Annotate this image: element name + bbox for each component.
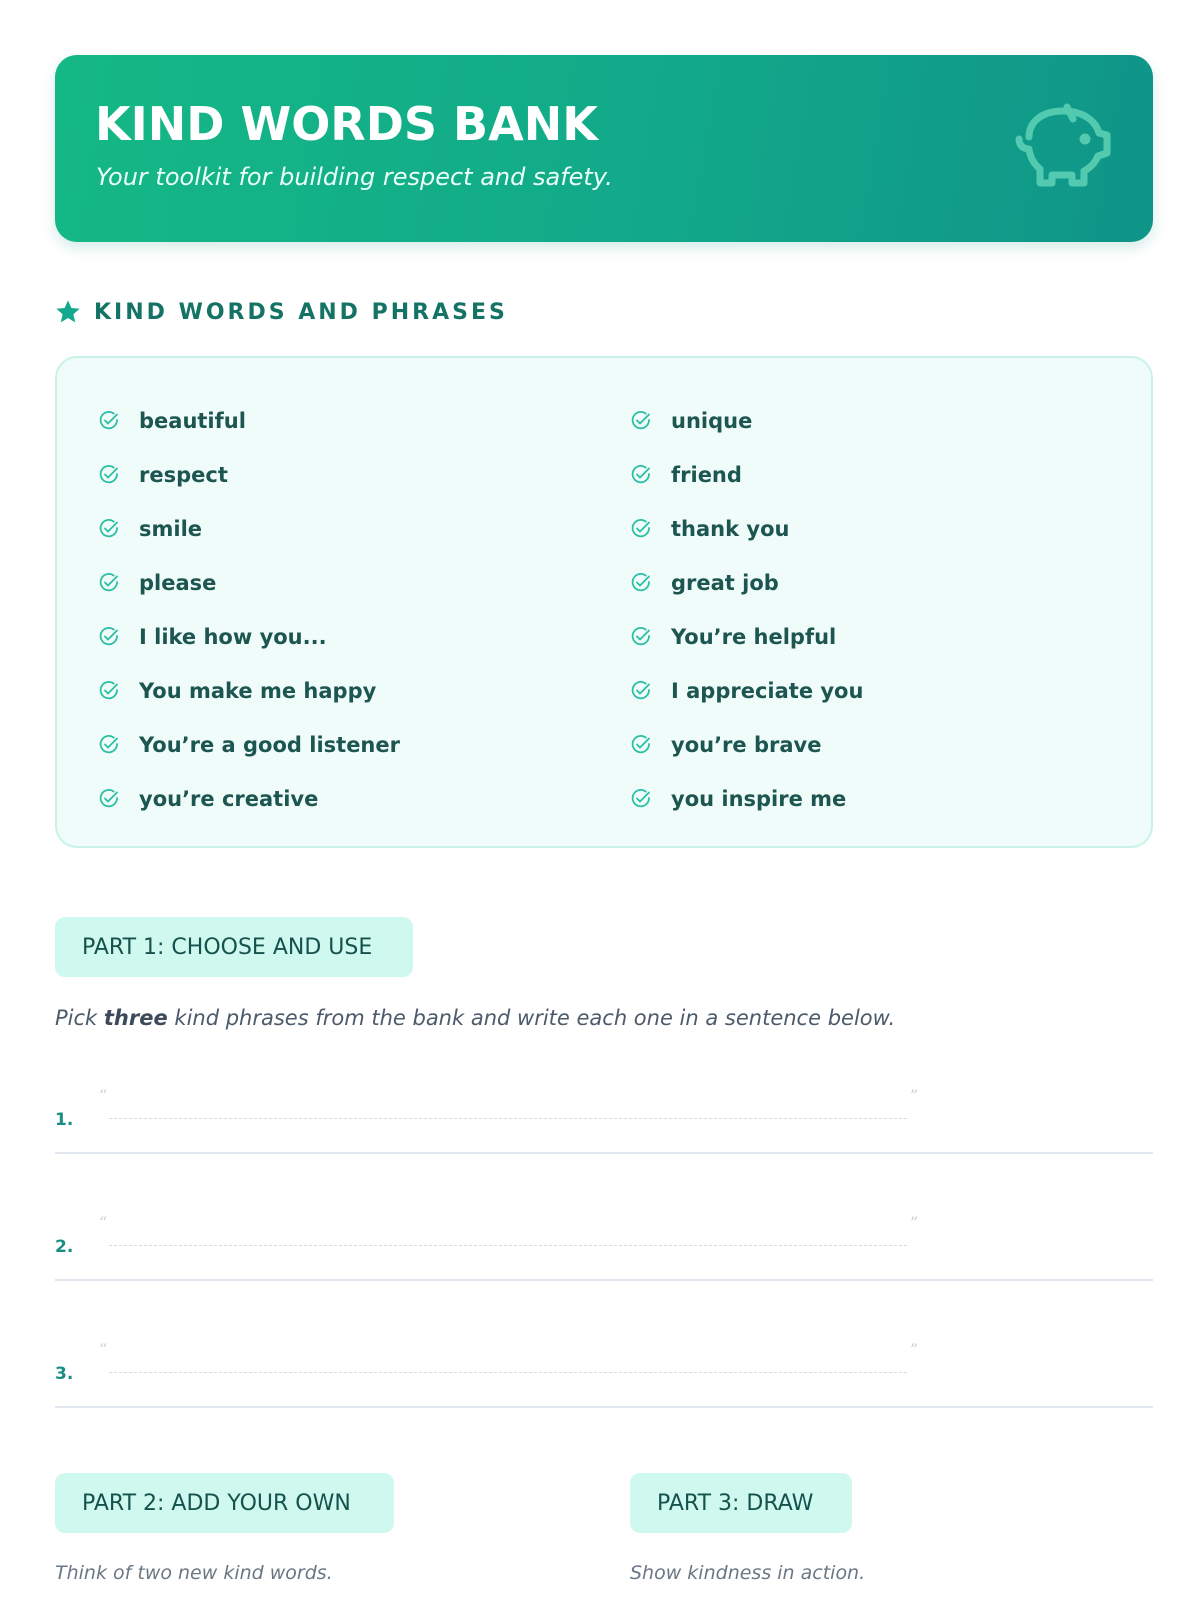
check-circle-icon <box>629 463 653 487</box>
word-item: you inspire me <box>629 772 863 826</box>
page-subtitle: Your toolkit for building respect and safety. <box>96 163 613 191</box>
dashed-guide <box>109 1118 907 1119</box>
check-circle-icon <box>629 517 653 541</box>
word-item: smile <box>97 502 400 556</box>
writing-line-1[interactable] <box>55 1070 1153 1150</box>
writing-line-2[interactable] <box>55 1197 1153 1277</box>
word-item: respect <box>97 448 400 502</box>
piggy-bank-icon <box>1005 97 1111 193</box>
close-quote: ” <box>910 1340 919 1359</box>
check-circle-icon <box>97 625 121 649</box>
word-item: You make me happy <box>97 664 400 718</box>
part3-label: PART 3: DRAW <box>630 1473 852 1533</box>
dashed-guide <box>109 1372 907 1373</box>
word-item: friend <box>629 448 863 502</box>
divider <box>55 1279 1153 1281</box>
word-item: I appreciate you <box>629 664 863 718</box>
check-circle-icon <box>629 733 653 757</box>
word-item: beautiful <box>97 394 400 448</box>
word-item: please <box>97 556 400 610</box>
open-quote: “ <box>99 1213 108 1232</box>
check-circle-icon <box>629 787 653 811</box>
word-item: I like how you... <box>97 610 400 664</box>
check-circle-icon <box>629 625 653 649</box>
word-bank-card <box>55 356 1153 848</box>
line-number: 3. <box>55 1364 74 1384</box>
open-quote: “ <box>99 1340 108 1359</box>
word-item: you’re brave <box>629 718 863 772</box>
divider <box>55 1152 1153 1154</box>
section-heading <box>54 297 508 327</box>
part1-label: PART 1: CHOOSE AND USE <box>55 917 413 977</box>
check-circle-icon <box>97 733 121 757</box>
check-circle-icon <box>97 463 121 487</box>
check-circle-icon <box>629 679 653 703</box>
line-number: 1. <box>55 1110 74 1130</box>
divider <box>55 1406 1153 1408</box>
check-circle-icon <box>97 517 121 541</box>
page-title: KIND WORDS BANK <box>95 97 598 151</box>
line-number: 2. <box>55 1237 74 1257</box>
check-circle-icon <box>629 409 653 433</box>
writing-line-3[interactable] <box>55 1324 1153 1404</box>
dashed-guide <box>109 1245 907 1246</box>
star-icon <box>54 298 82 326</box>
word-item: great job <box>629 556 863 610</box>
word-bank-right-column <box>629 394 863 826</box>
word-item: unique <box>629 394 863 448</box>
part2-label: PART 2: ADD YOUR OWN <box>55 1473 394 1533</box>
section-heading-text: KIND WORDS AND PHRASES <box>94 299 508 325</box>
part1-instruction: Pick three kind phrases from the bank and write each one in a sentence below. <box>55 1006 896 1030</box>
word-item: you’re creative <box>97 772 400 826</box>
word-item: You’re a good listener <box>97 718 400 772</box>
close-quote: ” <box>910 1213 919 1232</box>
check-circle-icon <box>97 679 121 703</box>
check-circle-icon <box>97 409 121 433</box>
check-circle-icon <box>97 571 121 595</box>
close-quote: ” <box>910 1086 919 1105</box>
check-circle-icon <box>629 571 653 595</box>
word-item: thank you <box>629 502 863 556</box>
word-bank-left-column <box>97 394 400 826</box>
open-quote: “ <box>99 1086 108 1105</box>
part3-instruction: Show kindness in action. <box>630 1562 866 1584</box>
header-banner <box>55 55 1153 242</box>
word-item: You’re helpful <box>629 610 863 664</box>
part2-instruction: Think of two new kind words. <box>55 1562 333 1584</box>
check-circle-icon <box>97 787 121 811</box>
